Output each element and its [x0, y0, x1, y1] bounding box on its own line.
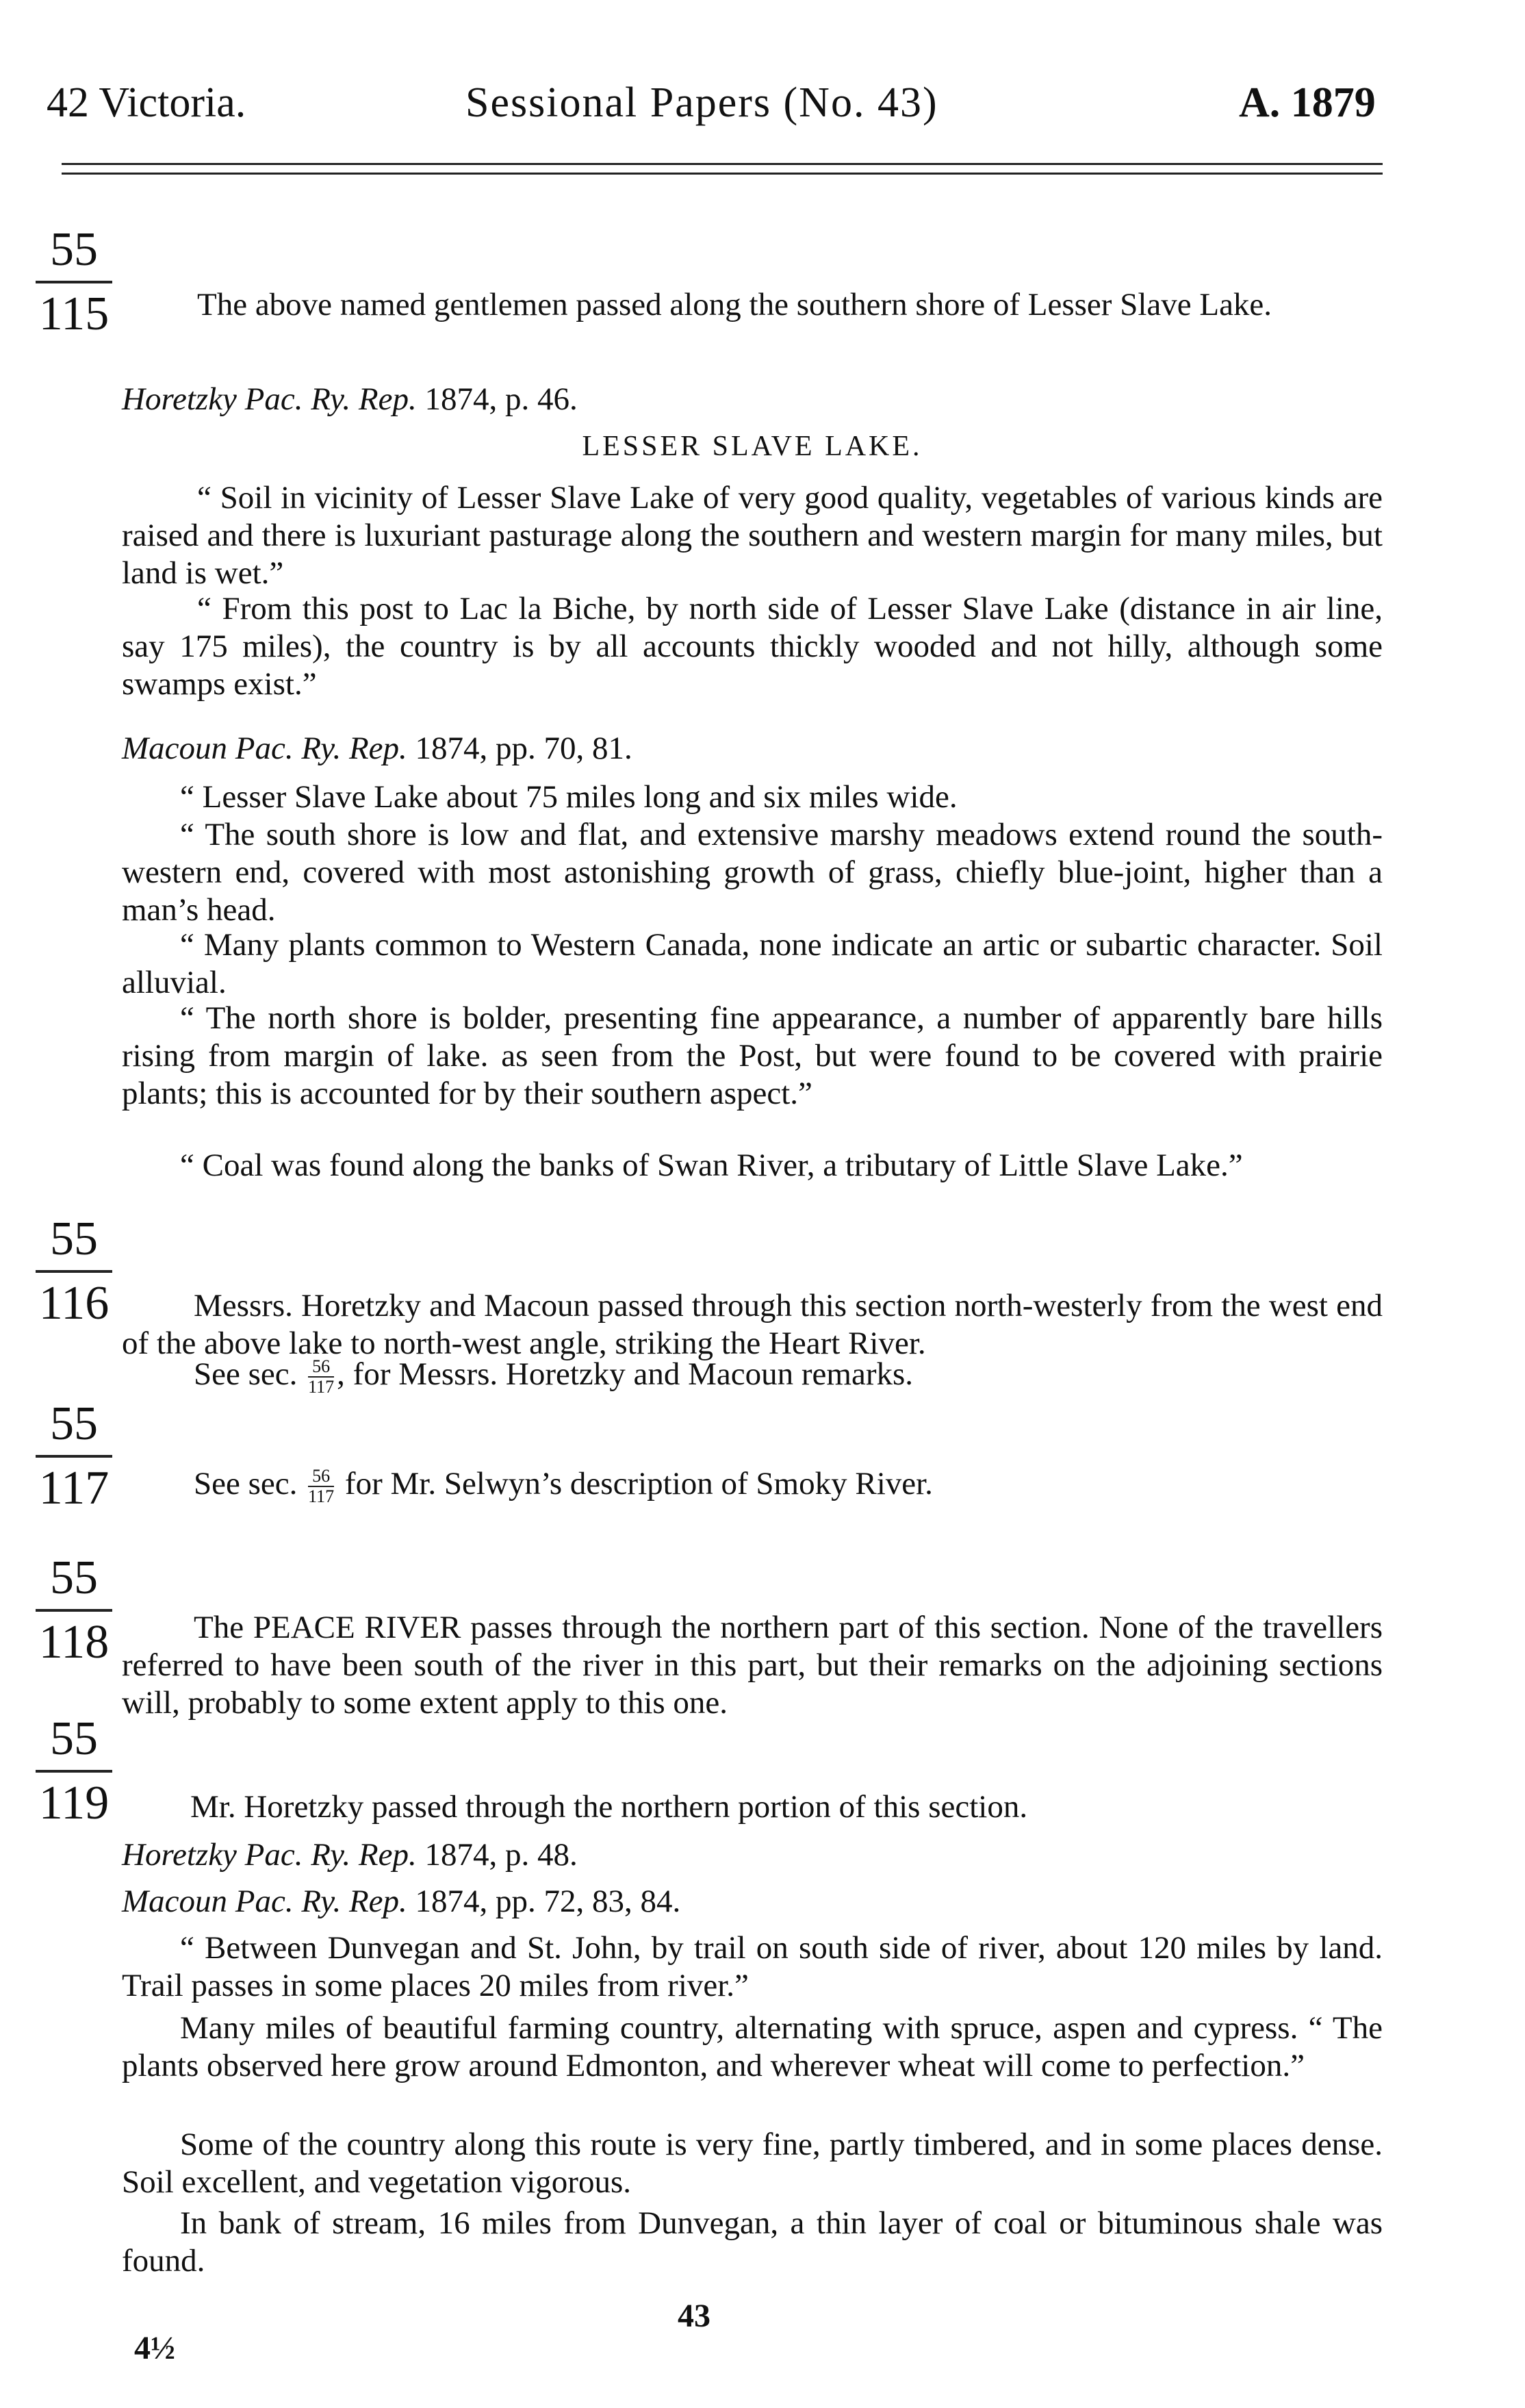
- section-subnumber: 118: [38, 1616, 110, 1669]
- quote: “ Many plants common to Western Canada, none indicate an artic or subartic character. Soil alluvial.: [122, 927, 1383, 1000]
- quote: “ The south shore is low and flat, and extensive marshy meadows extend round the south-western end, covered with most astonishing growth of grass, chiefly blue-joint, higher than a man’s head.: [122, 817, 1383, 928]
- section-marker-117: [36, 1397, 112, 1514]
- header-rule-top: [62, 163, 1383, 165]
- header-left: 42 Victoria.: [47, 79, 246, 126]
- section-subnumber: 115: [38, 288, 110, 340]
- header-center: Sessional Papers (No. 43): [465, 79, 938, 126]
- paragraph: Mr. Horetzky passed through the northern portion of this section.: [190, 1789, 1028, 1825]
- paragraph: Messrs. Horetzky and Macoun passed through this section north-westerly from the west end of the above lake to north-west angle, striking the Heart River.: [122, 1288, 1383, 1361]
- section-marker-119: [36, 1712, 112, 1829]
- section-number: 55: [36, 1715, 112, 1773]
- section-fraction: $\frac{56}{117}$: [308, 1356, 335, 1397]
- quote: “ From this post to Lac la Biche, by north side of Lesser Slave Lake (distance in air line, say 175 miles), the country is by all accounts thickly wooded and not hilly, although some swamps exist.”: [122, 591, 1383, 702]
- paragraph: The PEACE RIVER passes through the northern part of this section. None of the travellers referred to have been south of the river in this part, but their remarks on the adjoining sections will, probably to some extent apply to this one.: [122, 1610, 1383, 1721]
- quote: “ Lesser Slave Lake about 75 miles long and six miles wide.: [180, 779, 958, 815]
- citation: Macoun Pac. Ry. Rep. 1874, pp. 70, 81.: [122, 731, 632, 766]
- section-fraction: $\frac{56}{117}$: [308, 1466, 335, 1507]
- section-marker-116: [36, 1215, 112, 1328]
- paragraph: The above named gentlemen passed along the southern shore of Lesser Slave Lake.: [197, 287, 1272, 322]
- header-rule-bottom: [62, 173, 1383, 175]
- quote: “ The north shore is bolder, presenting fine appearance, a number of apparently bare hills rising from margin of lake. as seen from the Post, but were found to be covered with prairie plants; this is accounted for by their southern aspect.”: [122, 1000, 1383, 1111]
- section-number: 55: [36, 1400, 112, 1458]
- citation: Horetzky Pac. Ry. Rep. 1874, p. 46.: [122, 381, 578, 417]
- section-number: 55: [36, 226, 112, 283]
- cross-reference: See sec. $\frac{56}{117}$ , for Messrs. Horetzky and Macoun remarks.: [194, 1356, 914, 1397]
- section-subnumber: 119: [38, 1777, 110, 1829]
- header-right: A. 1879: [1239, 79, 1376, 126]
- section-heading: LESSER SLAVE LAKE.: [582, 431, 923, 462]
- quote: Many miles of beautiful farming country, alternating with spruce, aspen and cypress. “ The plants observed here grow around Edmonton, and wherever wheat will come to perfection.”: [122, 2010, 1383, 2083]
- page-number: 43: [678, 2298, 710, 2334]
- section-number: 55: [36, 1215, 112, 1273]
- quote: In bank of stream, 16 miles from Dunvegan, a thin layer of coal or bituminous shale was found.: [122, 2205, 1383, 2279]
- quote: Some of the country along this route is very fine, partly timbered, and in some places dense. Soil excellent, and vegetation vigorous.: [122, 2127, 1383, 2200]
- quote: “ Coal was found along the banks of Swan River, a tributary of Little Slave Lake.”: [180, 1148, 1243, 1183]
- printer-signature: 4½: [134, 2330, 175, 2366]
- citation: Macoun Pac. Ry. Rep. 1874, pp. 72, 83, 84.: [122, 1884, 681, 1919]
- section-subnumber: 117: [38, 1462, 110, 1514]
- cross-reference: See sec. $\frac{56}{117}$ for Mr. Selwyn’s description of Smoky River.: [194, 1466, 933, 1507]
- section-marker-115: [36, 223, 112, 340]
- section-subnumber: 116: [38, 1277, 110, 1330]
- section-number: 55: [36, 1554, 112, 1612]
- quote: “ Between Dunvegan and St. John, by trail on south side of river, about 120 miles by land. Trail passes in some places 20 miles from river.”: [122, 1930, 1383, 2003]
- quote: “ Soil in vicinity of Lesser Slave Lake of very good quality, vegetables of various kinds are raised and there is luxuriant pasturage along the southern and western margin for many miles, but land is wet.”: [122, 480, 1383, 591]
- citation: Horetzky Pac. Ry. Rep. 1874, p. 48.: [122, 1837, 578, 1873]
- section-marker-118: [36, 1551, 112, 1669]
